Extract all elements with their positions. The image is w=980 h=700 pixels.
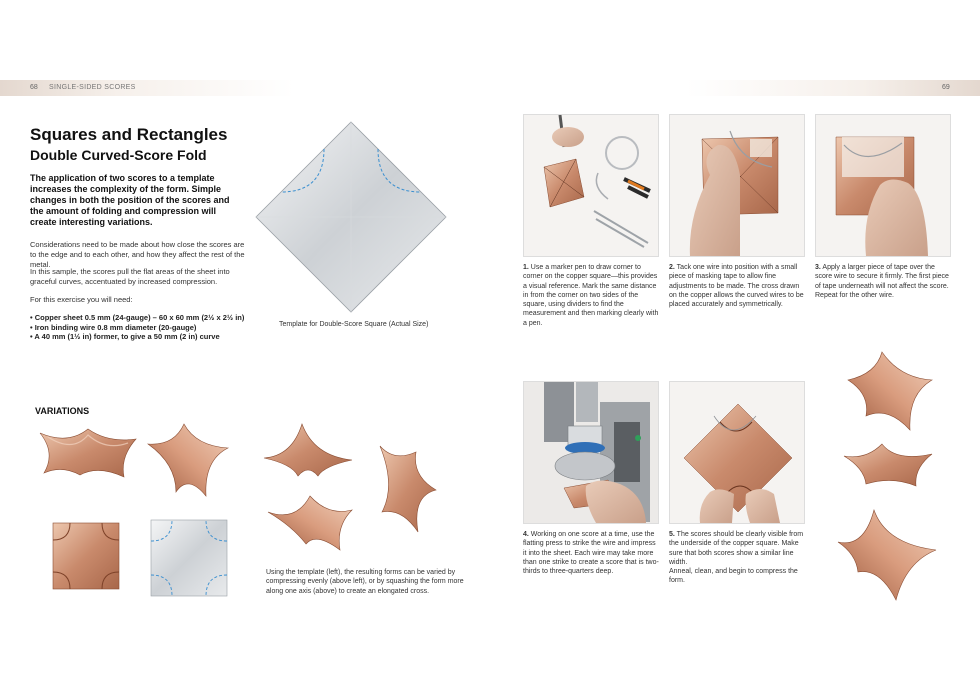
step-3-caption: [815, 263, 953, 300]
variation-photo-elongated-cross: [262, 422, 354, 478]
step-3-photo: [815, 114, 951, 257]
materials-item: • Iron binding wire 0.8 mm diameter (20-gauge): [30, 322, 197, 332]
step-5-caption: [669, 530, 807, 586]
template-caption: Template for Double-Score Square (Actual Size): [279, 321, 429, 328]
page-title: Squares and Rectangles: [30, 125, 228, 144]
variation-photo-curl: [266, 492, 354, 552]
step-5-text: The scores should be clearly visible from the underside of the copper square. Make sure that both scores show a similar line width. Anneal, clean, and begin to compress the form.: [669, 531, 804, 585]
variation-template-diagram: [150, 519, 228, 597]
right-page-number: 69: [942, 84, 950, 91]
step-2-number: 2.: [669, 264, 675, 271]
step-3-number: 3.: [815, 264, 821, 271]
step-4-photo: [523, 381, 659, 524]
section-header: SINGLE-SIDED SCORES: [49, 84, 136, 91]
step-1-caption: [523, 263, 661, 328]
materials-list: [30, 313, 270, 342]
variations-caption: Using the template (left), the resulting forms can be varied by compressing evenly (above left), or by squashing the form more along one axis (above) to create an elongated cross.: [266, 569, 464, 595]
step-1-number: 1.: [523, 264, 529, 271]
step-2-photo: [669, 114, 805, 257]
left-page-number: 68: [30, 84, 38, 91]
variations-heading: VARIATIONS: [35, 406, 90, 416]
step-1-photo: [523, 114, 659, 257]
step-5-photo: [669, 381, 805, 524]
page-subtitle: Double Curved-Score Fold: [30, 147, 207, 163]
step-3-text: Apply a larger piece of tape over the score wire to secure it firmly. The first piece of tape underneath will not affect the score. Repeat for the other wire.: [815, 264, 949, 299]
finished-form-middle: [842, 438, 934, 488]
variation-photo-twisted: [372, 442, 438, 534]
step-2-caption: [669, 263, 807, 309]
materials-item: • Copper sheet 0.5 mm (24-gauge) – 60 x 60 mm (2½ x 2½ in): [30, 313, 245, 322]
needs-intro: For this exercise you will need:: [30, 295, 133, 304]
variation-photo-flat-copper: [52, 522, 120, 590]
step-2-text: Tack one wire into position with a small piece of masking tape to allow fine adjustments to be made. The cross drawn on the copper allows the curved wires to be placed accurately and symmetrically.: [669, 264, 804, 309]
step-4-text: Working on one score at a time, use the flatting press to strike the wire and impress it into the sheet. Each wire may take more than one strike to create a score that is two-thirds to three-quarters deep.: [523, 531, 659, 576]
body-paragraph-1: Considerations need to be made about how close the scores are to the edge and to each other, and how they affect the rest of the metal.: [30, 240, 245, 269]
variation-photo-bowl: [38, 423, 138, 483]
step-4-caption: [523, 530, 661, 576]
variation-photo-cross: [146, 422, 230, 498]
step-4-number: 4.: [523, 531, 529, 538]
header-band: [0, 80, 980, 96]
materials-item: • A 40 mm (1½ in) former, to give a 50 mm (2 in) curve: [30, 332, 220, 341]
step-5-number: 5.: [669, 531, 675, 538]
step-1-text: Use a marker pen to draw corner to corner on the copper square—this provides a visual reference. Mark the same distance in from the corner on two sides of the square, using dividers to find the measurement and then marking clearly with a pen.: [523, 264, 659, 327]
finished-form-bottom: [836, 508, 938, 602]
intro-paragraph: The application of two scores to a template increases the complexity of the form. Simple changes in both the position of the scores and the amount of folding and compression will create interesting variations.: [30, 173, 230, 227]
finished-form-top: [846, 350, 934, 432]
template-diagram: [254, 120, 448, 314]
body-paragraph-2: In this sample, the scores pull the flat areas of the sheet into graceful curves, accentuated by increased compression.: [30, 267, 230, 286]
